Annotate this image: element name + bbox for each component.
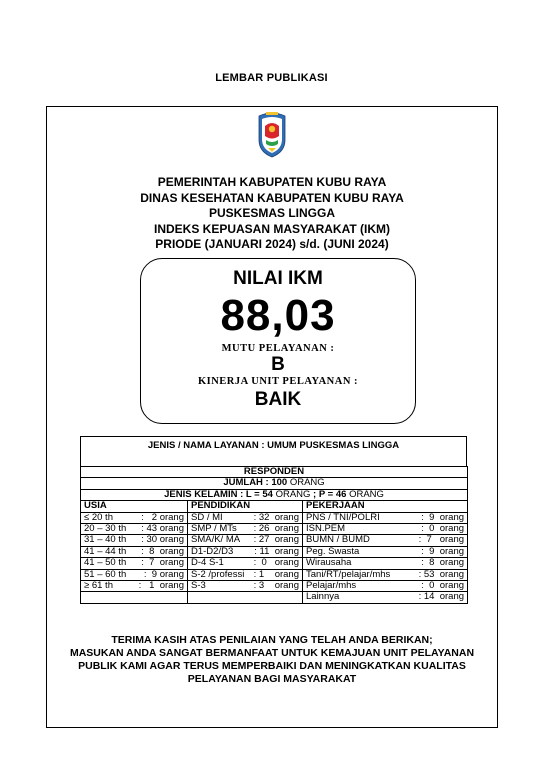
pekerjaan-category: Tani/RT/pelajar/mhs xyxy=(306,569,391,580)
pekerjaan-count: : 9 orang xyxy=(421,512,465,523)
cell-pendidikan xyxy=(188,512,303,523)
pendidikan-category: S-3 xyxy=(191,580,206,592)
unit-performance-label: KINERJA UNIT PELAYANAN : xyxy=(197,376,359,387)
header-line-puskesmas: PUSKESMAS LINGGA xyxy=(208,206,335,220)
cell-pendidikan xyxy=(188,535,303,546)
table-row xyxy=(81,467,468,478)
column-header-usia: USIA xyxy=(81,501,188,512)
header-line-government: PEMERINTAH KABUPATEN KUBU RAYA xyxy=(157,175,387,189)
pendidikan-count: : 11 orang xyxy=(254,546,299,557)
table-row xyxy=(81,558,468,569)
cell-pendidikan xyxy=(188,546,303,557)
cell-usia xyxy=(81,558,188,569)
table-row xyxy=(81,546,468,557)
cell-usia xyxy=(81,546,188,557)
usia-category: 41 – 50 th xyxy=(84,557,127,569)
header-line-index: INDEKS KEPUASAN MASYARAKAT (IKM) xyxy=(153,221,390,236)
cell-pekerjaan xyxy=(303,535,468,546)
usia-category: 51 – 60 th xyxy=(84,569,127,580)
pendidikan-category: SD / MI xyxy=(191,512,223,523)
pekerjaan-category: Lainnya xyxy=(306,591,340,603)
closing-line: PELAYANAN BAGI MASYARAKAT xyxy=(187,673,357,685)
pendidikan-count: : 1 orang xyxy=(253,569,299,580)
pendidikan-count: : 26 orang xyxy=(253,523,299,535)
table-row xyxy=(81,478,468,489)
usia-count: : 2 orang xyxy=(141,512,184,523)
cell-pendidikan xyxy=(188,581,303,592)
header-line-health-office: DINAS KESEHATAN KABUPATEN KUBU RAYA xyxy=(140,190,404,205)
pekerjaan-category: BUMN / BUMD xyxy=(306,534,370,546)
usia-count: : 7 orang xyxy=(141,557,184,569)
pekerjaan-count: : 53 orang xyxy=(418,569,465,580)
cell-usia xyxy=(81,535,188,546)
pendidikan-category: SMP / MTs xyxy=(191,523,237,535)
cell-pekerjaan xyxy=(303,558,468,569)
table-row xyxy=(81,581,468,592)
service-quality-label: MUTU PELAYANAN : xyxy=(221,343,335,354)
cell-pekerjaan xyxy=(303,546,468,557)
cell-pekerjaan xyxy=(303,569,468,580)
respondent-gender: JENIS KELAMIN : L = 54 ORANG ; P = 46 ORANG xyxy=(81,489,468,500)
pekerjaan-count: : 14 orang xyxy=(418,591,465,603)
closing-line: MASUKAN ANDA SANGAT BERMANFAAT UNTUK KEMAJUAN UNIT PELAYANAN xyxy=(69,647,475,659)
pekerjaan-category: Pelajar/mhs xyxy=(306,580,357,592)
pendidikan-count: : 32 orang xyxy=(253,512,299,523)
pendidikan-count: : 3 orang xyxy=(253,580,299,592)
cell-pekerjaan xyxy=(303,581,468,592)
cell-pendidikan xyxy=(188,558,303,569)
table-row xyxy=(81,524,468,535)
header-line-period: PRIODE (JANUARI 2024) s/d. (JUNI 2024) xyxy=(155,237,389,251)
pekerjaan-category: Wirausaha xyxy=(306,557,352,569)
respondent-total: JUMLAH : 100 ORANG xyxy=(81,478,468,489)
table-row xyxy=(81,489,468,500)
kubu-raya-emblem-icon xyxy=(257,110,287,158)
pekerjaan-count: : 0 orang xyxy=(421,580,465,592)
table-row xyxy=(81,512,468,523)
pekerjaan-category: PNS / TNI/POLRI xyxy=(306,512,380,523)
ikm-label: NILAI IKM xyxy=(233,268,323,289)
table-row xyxy=(81,569,468,580)
usia-category: ≤ 20 th xyxy=(84,512,113,523)
pekerjaan-category: ISN.PEM xyxy=(306,523,346,535)
cell-pendidikan xyxy=(188,524,303,535)
usia-count: : 8 orang xyxy=(141,546,184,557)
pekerjaan-count: : 0 orang xyxy=(421,523,465,535)
cell-usia xyxy=(81,569,188,580)
respondent-title: RESPONDEN xyxy=(81,467,468,478)
respondent-rows xyxy=(81,512,468,603)
service-quality-value: B xyxy=(271,354,285,375)
cell-usia xyxy=(81,512,188,523)
pekerjaan-count: : 8 orang xyxy=(421,557,465,569)
usia-count: : 30 orang xyxy=(141,534,184,546)
cell-usia xyxy=(81,592,188,603)
usia-category: 20 – 30 th xyxy=(84,523,127,535)
usia-count: : 1 orang xyxy=(138,580,184,592)
usia-count: : 9 orang xyxy=(143,569,184,580)
column-header-pendidikan: PENDIDIKAN xyxy=(188,501,303,512)
cell-usia xyxy=(81,581,188,592)
page-title: LEMBAR PUBLIKASI xyxy=(215,72,328,84)
cell-pekerjaan xyxy=(303,592,468,603)
document-header xyxy=(46,175,498,253)
pendidikan-category: D1-D2/D3 xyxy=(191,546,234,557)
cell-pendidikan xyxy=(188,592,303,603)
closing-message xyxy=(46,634,498,686)
ikm-value: 88,03 xyxy=(220,291,336,340)
cell-pekerjaan xyxy=(303,512,468,523)
pendidikan-count: : 0 orang xyxy=(253,557,299,569)
table-row xyxy=(81,535,468,546)
usia-category: 31 – 40 th xyxy=(84,534,127,546)
pendidikan-category: D-4 S-1 xyxy=(191,557,224,569)
pekerjaan-category: Peg. Swasta xyxy=(306,546,360,557)
table-row xyxy=(81,592,468,603)
pekerjaan-count: : 9 orang xyxy=(421,546,465,557)
column-header-pekerjaan: PEKERJAAN xyxy=(303,501,468,512)
cell-pekerjaan xyxy=(303,524,468,535)
closing-line: TERIMA KASIH ATAS PENILAIAN YANG TELAH ANDA BERIKAN; xyxy=(111,634,433,646)
usia-category: 41 – 44 th xyxy=(84,546,127,557)
table-header-row xyxy=(81,501,468,512)
usia-category: ≥ 61 th xyxy=(84,580,113,592)
cell-pendidikan xyxy=(188,569,303,580)
respondent-table xyxy=(80,466,468,604)
pendidikan-category: SMA/K/ MA xyxy=(191,534,241,546)
usia-count: : 43 orang xyxy=(141,523,184,535)
pendidikan-category: S-2 /professi xyxy=(191,569,245,580)
pendidikan-count: : 27 orang xyxy=(253,534,299,546)
service-name: JENIS / NAMA LAYANAN : UMUM PUSKESMAS LINGGA xyxy=(80,436,467,466)
closing-line: PUBLIK KAMI AGAR TERUS MEMPERBAIKI DAN MENINGKATKAN KUALITAS xyxy=(78,660,466,672)
cell-usia xyxy=(81,524,188,535)
unit-performance-value: BAIK xyxy=(254,389,302,410)
pekerjaan-count: : 7 orang xyxy=(418,534,465,546)
